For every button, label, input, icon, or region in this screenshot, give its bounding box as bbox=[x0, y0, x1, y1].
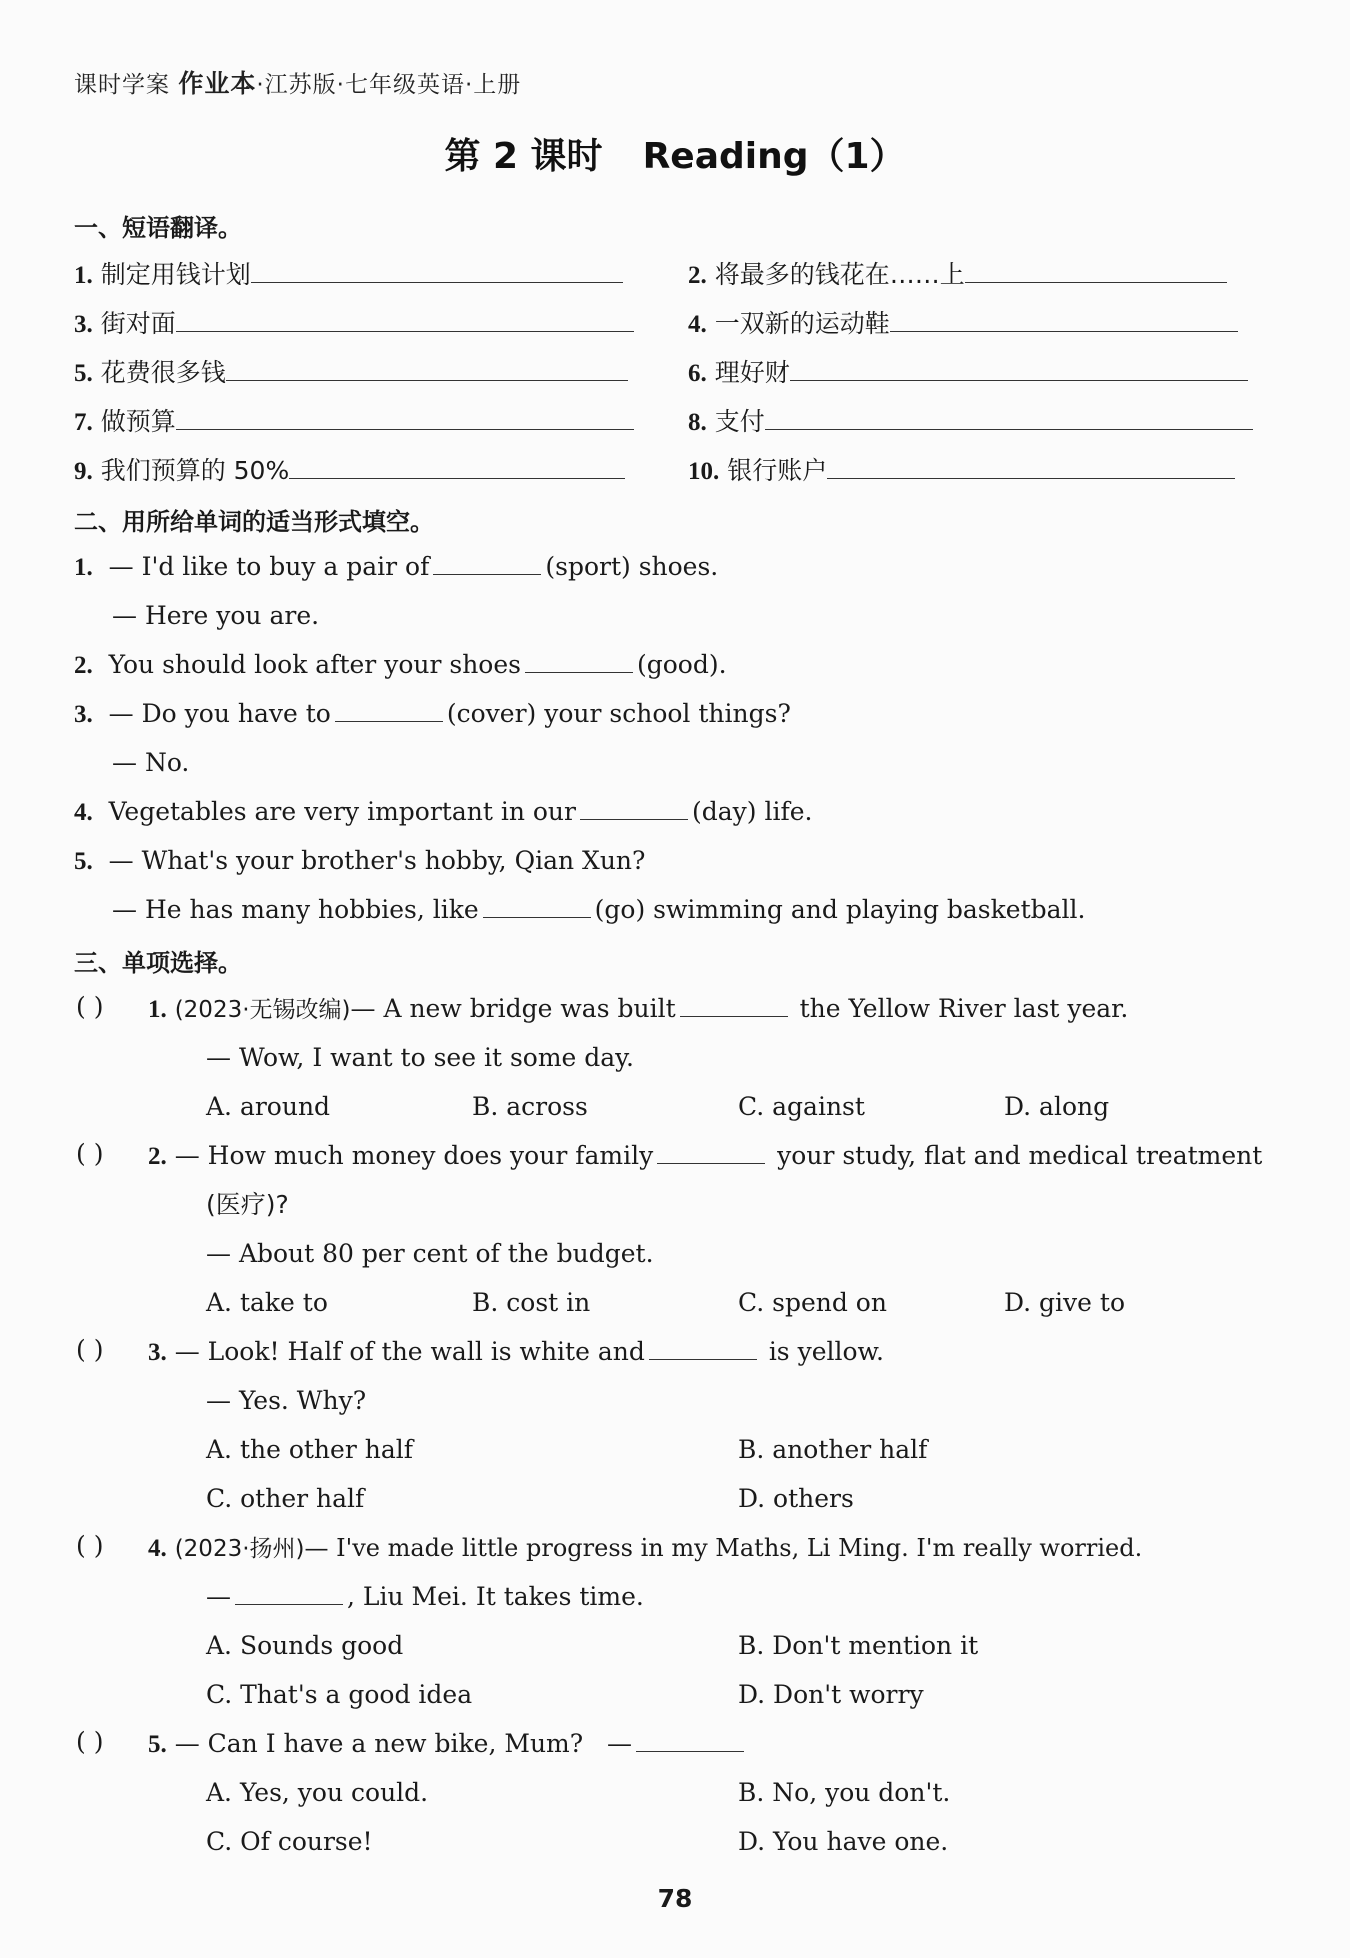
option-a[interactable]: A. around bbox=[206, 1092, 331, 1121]
choice-question-1: 1. (2023·无锡改编)— A new bridge was built the Yellow River last year. bbox=[148, 994, 1129, 1023]
answer-blank[interactable] bbox=[335, 697, 443, 722]
question-dialog-line: — Yes. Why? bbox=[206, 1386, 367, 1415]
phrase-item: 10. 银行账户 bbox=[688, 452, 1235, 489]
section-2-heading: 二、用所给单词的适当形式填空。 bbox=[74, 508, 434, 536]
answer-blank[interactable] bbox=[226, 354, 628, 381]
option-a[interactable]: A. take to bbox=[206, 1288, 328, 1317]
answer-blank[interactable] bbox=[176, 305, 634, 332]
choice-question-4: 4. (2023·扬州)— I've made little progress in my Maths, Li Ming. I'm really worried. bbox=[148, 1534, 1143, 1562]
answer-blank[interactable] bbox=[649, 1335, 757, 1360]
answer-blank[interactable] bbox=[483, 893, 591, 918]
phrase-item: 4. 一双新的运动鞋 bbox=[688, 305, 1238, 342]
question-dialog-line: — Wow, I want to see it some day. bbox=[206, 1043, 634, 1072]
answer-blank[interactable] bbox=[433, 550, 541, 575]
phrase-item: 8. 支付 bbox=[688, 403, 1253, 440]
choice-question-3: 3. — Look! Half of the wall is white and is yellow. bbox=[148, 1337, 884, 1366]
section-3-heading: 三、单项选择。 bbox=[74, 949, 242, 977]
fill-question-3: 3. — Do you have to (cover) your school things? bbox=[74, 699, 791, 728]
question-dialog-line: — , Liu Mei. It takes time. bbox=[206, 1582, 644, 1611]
option-a[interactable]: A. Sounds good bbox=[206, 1631, 404, 1660]
answer-blank[interactable] bbox=[580, 795, 688, 820]
fill-question-5: 5. — What's your brother's hobby, Qian Xun? bbox=[74, 846, 646, 875]
option-d[interactable]: D. Don't worry bbox=[738, 1680, 924, 1709]
book-header bbox=[74, 64, 521, 100]
answer-blank[interactable] bbox=[289, 452, 625, 479]
phrase-item: 7. 做预算 bbox=[74, 403, 634, 440]
option-d[interactable]: D. You have one. bbox=[738, 1827, 949, 1856]
option-a[interactable]: A. the other half bbox=[206, 1435, 413, 1464]
option-b[interactable]: B. Don't mention it bbox=[738, 1631, 979, 1660]
phrase-item: 9. 我们预算的 50% bbox=[74, 452, 625, 489]
header-workbook: 作业本 bbox=[178, 69, 257, 98]
option-c[interactable]: C. other half bbox=[206, 1484, 365, 1513]
option-b[interactable]: B. another half bbox=[738, 1435, 928, 1464]
option-d[interactable]: D. give to bbox=[1004, 1288, 1126, 1317]
answer-blank[interactable] bbox=[790, 354, 1248, 381]
fill-question-1: 1. — I'd like to buy a pair of (sport) shoes. bbox=[74, 552, 719, 581]
answer-blank[interactable] bbox=[890, 305, 1238, 332]
phrase-item: 6. 理好财 bbox=[688, 354, 1248, 391]
fill-question-2: 2. You should look after your shoes (good). bbox=[74, 650, 727, 679]
option-a[interactable]: A. Yes, you could. bbox=[206, 1778, 429, 1807]
answer-parentheses[interactable]: ( ) bbox=[76, 1531, 104, 1560]
answer-blank[interactable] bbox=[251, 256, 623, 283]
option-c[interactable]: C. That's a good idea bbox=[206, 1680, 473, 1709]
option-d[interactable]: D. others bbox=[738, 1484, 854, 1513]
answer-blank[interactable] bbox=[235, 1580, 343, 1605]
answer-blank[interactable] bbox=[680, 992, 788, 1017]
answer-blank[interactable] bbox=[657, 1139, 765, 1164]
fill-question-4: 4. Vegetables are very important in our (day) life. bbox=[74, 797, 813, 826]
answer-blank[interactable] bbox=[176, 403, 634, 430]
phrase-item: 2. 将最多的钱花在……上 bbox=[688, 256, 1227, 293]
answer-parentheses[interactable]: ( ) bbox=[76, 1727, 104, 1756]
phrase-item: 1. 制定用钱计划 bbox=[74, 256, 623, 293]
answer-blank[interactable] bbox=[636, 1727, 744, 1752]
option-b[interactable]: B. No, you don't. bbox=[738, 1778, 951, 1807]
fill-question-5-reply: — He has many hobbies, like (go) swimming and playing basketball. bbox=[112, 895, 1086, 924]
fill-question-1-reply: — Here you are. bbox=[112, 601, 320, 630]
option-c[interactable]: C. against bbox=[738, 1092, 865, 1121]
choice-question-2: 2. — How much money does your family your study, flat and medical treatment bbox=[148, 1141, 1263, 1170]
question-gloss: (医疗)? bbox=[206, 1190, 289, 1219]
question-dialog-line: — About 80 per cent of the budget. bbox=[206, 1239, 654, 1268]
fill-question-3-reply: — No. bbox=[112, 748, 190, 777]
answer-blank[interactable] bbox=[827, 452, 1235, 479]
page-number: 78 bbox=[657, 1884, 693, 1913]
option-c[interactable]: C. Of course! bbox=[206, 1827, 373, 1856]
header-edition: ·江苏版·七年级英语·上册 bbox=[256, 72, 522, 98]
section-1-heading: 一、短语翻译。 bbox=[74, 214, 242, 242]
answer-blank[interactable] bbox=[765, 403, 1253, 430]
phrase-item: 5. 花费很多钱 bbox=[74, 354, 628, 391]
answer-parentheses[interactable]: ( ) bbox=[76, 1335, 104, 1364]
option-d[interactable]: D. along bbox=[1004, 1092, 1110, 1121]
phrase-item: 3. 街对面 bbox=[74, 305, 634, 342]
answer-blank[interactable] bbox=[965, 256, 1227, 283]
option-c[interactable]: C. spend on bbox=[738, 1288, 887, 1317]
answer-parentheses[interactable]: ( ) bbox=[76, 992, 104, 1021]
lesson-title: 第 2 课时 Reading（1） bbox=[444, 136, 906, 177]
header-series: 课时学案 bbox=[74, 72, 170, 98]
option-b[interactable]: B. cost in bbox=[472, 1288, 591, 1317]
answer-blank[interactable] bbox=[525, 648, 633, 673]
answer-parentheses[interactable]: ( ) bbox=[76, 1139, 104, 1168]
choice-question-5: 5. — Can I have a new bike, Mum? — bbox=[148, 1727, 748, 1762]
option-b[interactable]: B. across bbox=[472, 1092, 588, 1121]
